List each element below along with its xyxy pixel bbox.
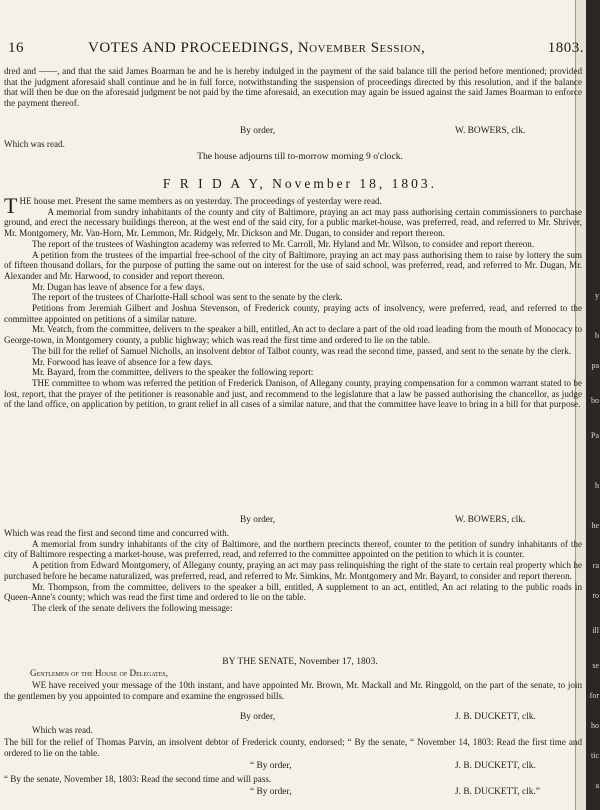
margin-fragment: bo <box>591 396 599 405</box>
by-order: By order, <box>240 712 276 722</box>
paragraph-10: Mr. Bayard, from the committee, delivers to the speaker the following report: <box>32 367 314 378</box>
committee-report: THE committee to whom was referred the petition of Frederick Danison, of Allegany county, praying compensation for a common warrant stated to be lost, report, that the prayer of the petitioner is reasonable and just, and recommend to the legislature that a law be passed authorising the chancellor, as judge of the land office, on application by petition, to grant relief in all cases of a similar nature, and that the committee have leave to bring in a bill for that purpose. <box>4 377 582 410</box>
paragraph-6: Petitions from Jeremiah Gilbert and Joshua Stevenson, of Frederick county, praying acts of insolvency, were preferred, read, and referred to the committee appointed on petitions of a similar nature. <box>4 303 582 324</box>
paragraph-0: HE house met. Present the same members as on yesterday. The proceedings of yesterday were read. <box>19 196 382 206</box>
margin-fragment: y <box>595 291 599 300</box>
which-was-read-3: Which was read. <box>32 725 93 735</box>
adjournment-line: The house adjourns till to-morrow morning 9 o'clock. <box>197 151 403 162</box>
margin-fragment: ra <box>592 561 599 570</box>
margin-fragment: ill <box>592 626 599 635</box>
paragraph2-1: A memorial from sundry inhabitants of the city of Baltimore, and the northern precincts thereof, counter to the petition of sundry inhabitants of the city of Baltimore respecting a market-house, was preferred, read, and referred to the committee appointed on the petition to which it is counter. <box>4 538 582 560</box>
clerk-name: J. B. DUCKETT, clk.” <box>455 787 540 797</box>
second-reading: “ By the senate, November 18, 1803: Read the second time and will pass. <box>4 774 272 784</box>
page-number: 16 <box>8 40 24 56</box>
paragraph-9: Mr. Forwood has leave of absence for a few days. <box>32 356 214 367</box>
proceedings-block-2 <box>4 528 582 614</box>
opening-paragraph <box>4 193 582 218</box>
by-order: By order, <box>240 515 276 525</box>
margin-fragment: ro <box>592 591 599 600</box>
clerk-name: J. B. DUCKETT, clk. <box>455 761 536 771</box>
margin-fragment: pa <box>591 361 599 370</box>
day-heading: F R I D A Y, November 18, 1803. <box>162 176 438 191</box>
signature-bowers-2 <box>0 515 600 527</box>
margin-fragment: se <box>592 661 599 670</box>
margin-fragment: he <box>591 521 599 530</box>
clerk-name: W. BOWERS, clk. <box>455 515 526 525</box>
clerk-name: J. B. DUCKETT, clk. <box>455 712 536 722</box>
paragraph-7: Mr. Veatch, from the committee, delivers to the speaker a bill, entitled, An act to declare a part of the old road leading from the mouth of Monocacy to George-town, in Montgomery county, a public highway; which was read the first time and ordered to lie on the table. <box>4 324 582 346</box>
running-header <box>8 40 584 62</box>
drop-cap: T <box>4 193 18 218</box>
paragraph2-0: Which was read the first and second time and concurred with. <box>4 528 229 538</box>
signature-duckett-3 <box>0 787 600 799</box>
paragraph-2: The report of the trustees of Washington academy was referred to Mr. Carroll, Mr. Hyland and Mr. Wilson, to consider and report thereon. <box>32 238 535 249</box>
signature-bowers-1 <box>0 126 600 138</box>
salutation: Gentlemen of the House of Delegates, <box>30 668 169 678</box>
continued-resolution: dred and ——, and that the said James Boarman be and he is hereby indulged in the payment of the said balance till the period before mentioned; provided that the judgment aforesaid shall continue and be in full force, notwithstanding the suspension of proceedings directed by this resolution, and if the balance that will then be due on the aforesaid judgment be not paid by the time aforesaid, an execution may again be issued against the said James Boarman to enforce the payment thereof. <box>4 66 582 109</box>
margin-fragment: h <box>595 481 599 490</box>
signature-duckett-2 <box>0 761 600 773</box>
paragraph-8: The bill for the relief of Samuel Nicholls, an insolvent debtor of Talbot county, was read the second time, passed, and sent to the senate by the clerk. <box>32 345 572 356</box>
header-title: VOTES AND PROCEEDINGS, November Session, <box>88 40 426 56</box>
proceedings-block <box>4 193 582 410</box>
paragraph2-4: The clerk of the senate delivers the following message: <box>32 602 233 613</box>
paragraph-4: Mr. Dugan has leave of absence for a few days. <box>32 281 205 292</box>
parvin-bill: The bill for the relief of Thomas Parvin, an insolvent debtor of Frederick county, endorsed; “ By the senate, “ November 14, 1803: Read the first time and ordered to lie on the table. <box>4 737 582 758</box>
paragraph2-3: Mr. Thompson, from the committee, delivers to the speaker a bill, entitled, A supplement to an act, entitled, An act relating to the public roads in Queen-Anne's county; which was read the first time and ordered to lie on the table. <box>4 581 582 603</box>
which-was-read: Which was read. <box>4 139 65 149</box>
by-order: “ By order, <box>250 761 292 771</box>
paragraph2-2: A petition from Edward Montgomery, of Allegany county, praying an act may pass relinquishing the right of the state to certain real property which he purchased before he became naturalized, was preferred, read, and referred to Mr. Simkins, Mr. Montgomery and Mr. Bayard, to consider and report thereon. <box>4 560 582 581</box>
signature-duckett-1 <box>0 712 600 724</box>
paragraph-1: A memorial from sundry inhabitants of the county and city of Baltimore, praying an act may pass authorising certain commissioners to purchase ground, and erect the necessary buildings thereon, at the west end of the said city, for a public market-house, was preferred, read, and referred to Mr. Shriver, Mr. Montgomery, Mr. Van-Horn, Mr. Lemmon, Mr. Ridgely, Mr. Dickson and Mr. Dugan, to consider and report thereon. <box>4 206 582 239</box>
by-order: By order, <box>240 126 276 136</box>
margin-fragment: for <box>589 691 599 700</box>
paragraph-3: A petition from the trustees of the impartial free-school of the city of Baltimore, praying an act may pass authorising them to raise by lottery the sum of fifteen thousand dollars, for the purpose of putting the same out on interest for the use of said school, was preferred, read, and referred to Mr. Dugan, Mr. Alexander and Mr. Harwood, to consider and report thereon. <box>4 249 582 281</box>
margin-fragment: tic <box>591 751 599 760</box>
senate-message: WE have received your message of the 10th instant, and have appointed Mr. Brown, Mr. Mackall and Mr. Ringgold, on the part of the senate, to join the gentlemen by you appointed to compare and examine the engrossed bills. <box>4 680 582 701</box>
margin-fragment: Pa <box>591 431 599 440</box>
margin-fragment: b <box>595 331 599 340</box>
by-order: “ By order, <box>250 787 292 797</box>
senate-heading: BY THE SENATE, November 17, 1803. <box>222 656 378 667</box>
clerk-name: W. BOWERS, clk. <box>455 126 526 136</box>
paragraph-5: The report of the trustees of Charlotte-Hall school was sent to the senate by the clerk. <box>32 292 343 303</box>
margin-fragment: a <box>595 781 599 790</box>
header-year: 1803. <box>547 40 584 56</box>
margin-fragment: ho <box>591 721 599 730</box>
